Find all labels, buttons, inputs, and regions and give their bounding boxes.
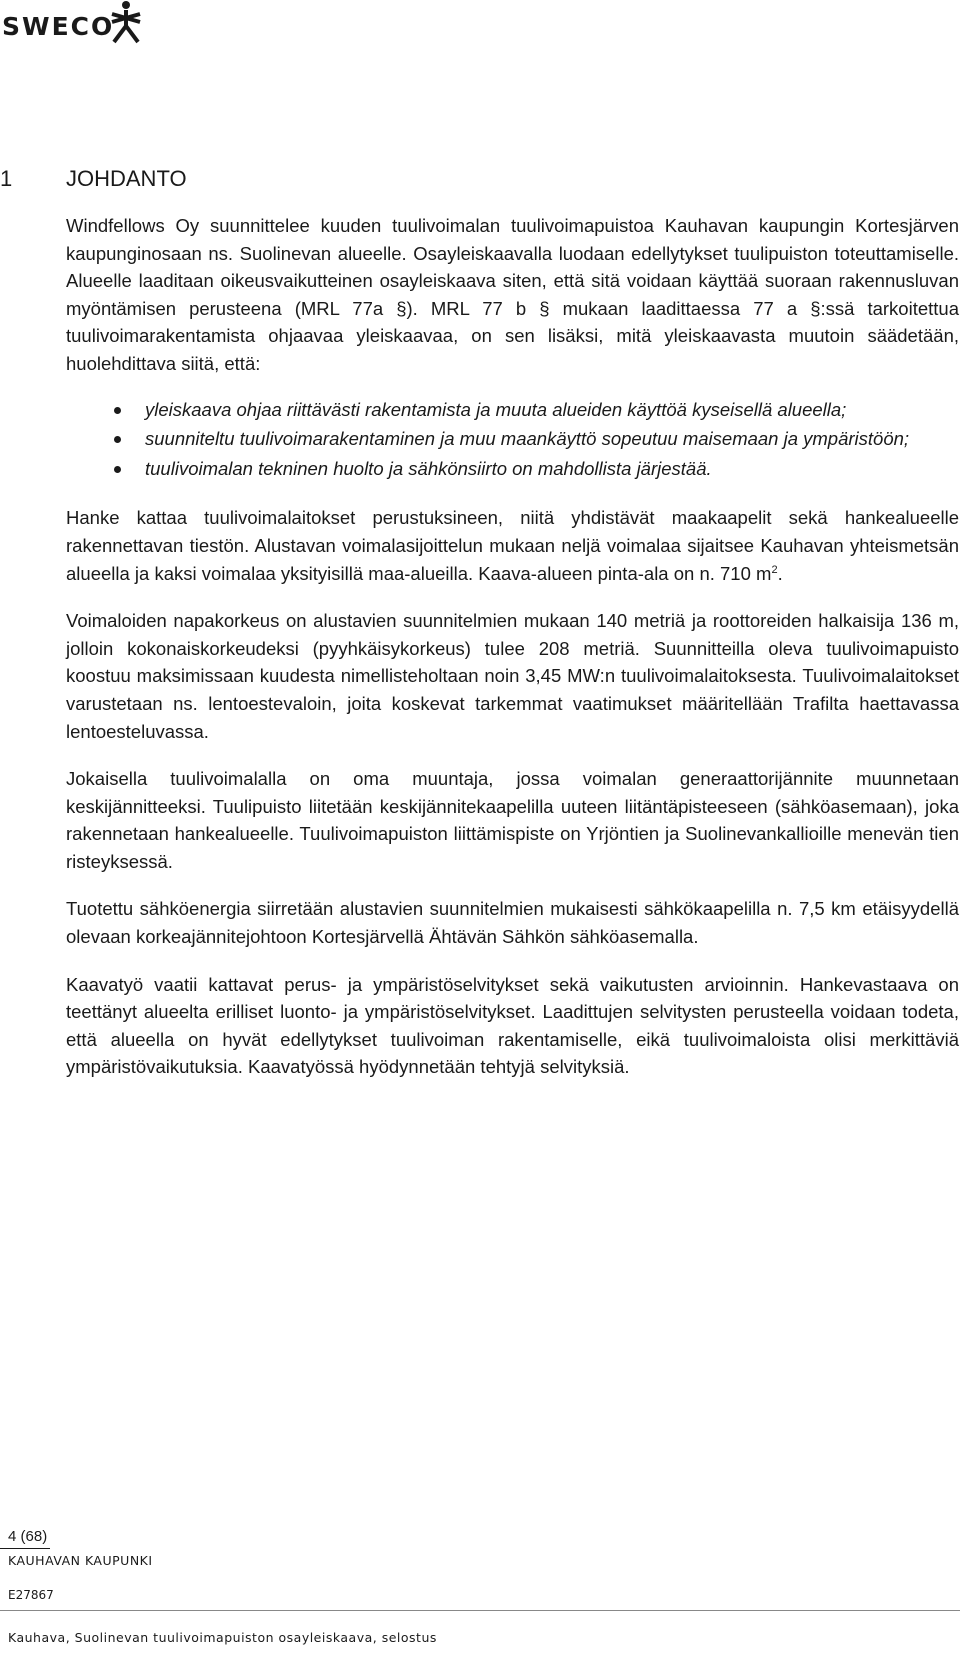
- footer-divider: [0, 1610, 960, 1611]
- list-item: tuulivoimalan tekninen huolto ja sähkönsiirto on mahdollista järjestää.: [66, 455, 959, 483]
- project-code: E27867: [8, 1588, 54, 1602]
- footer-divider: [0, 1548, 50, 1549]
- paragraph-studies: Kaavatyö vaatii kattavat perus- ja ympäristöselvitykset sekä vaikutusten arvioinnin. Hankevastaava on teettänyt alueelta erilliset luonto- ja ympäristöselvitykset. Laadittujen selvitysten perusteella voidaan todeta, että alueella on hyvät edellytykset tuulivoiman rakentamiselle, eikä tuulivoimaloista olisi merkittäviä ympäristövaikutuksia. Kaavatyössä hyödynnetään tehtyjä selvityksiä.: [66, 973, 959, 1078]
- bullet-icon: [114, 436, 121, 443]
- section-heading: [0, 166, 187, 192]
- sweco-figure-icon: [108, 0, 144, 44]
- client-name: KAUHAVAN KAUPUNKI: [8, 1553, 153, 1568]
- page-number: 4 (68): [8, 1528, 48, 1545]
- logo-text: SWECO: [2, 12, 115, 41]
- paragraph-transformer: Jokaisella tuulivoimalalla on oma muuntaja, jossa voimalan generaattorijännite muunnetaan keskijännitteeksi. Tuulipuisto liitetään keskijännitekaapelilla uuteen liitäntäpisteeseen (sähköasemaan), joka rakennetaan hankealueelle. Tuulivoimapuiston liittämispiste on Yrjöntien ja Suolinevankallioille menevän tien risteyksessä.: [66, 768, 959, 872]
- paragraph-grid: Tuotettu sähköenergia siirretään alustavien suunnitelmien mukaisesti sähkökaapelilla n. 7,5 km etäisyydellä olevaan korkeajännitejohtoon Kortesjärvellä Ähtävän Sähkön sähköasemalla.: [66, 898, 959, 948]
- section-number: 1: [0, 166, 13, 191]
- paragraph-turbines: Voimaloiden napakorkeus on alustavien suunnitelmien mukaan 140 metriä ja roottoreiden halkaisija 136 m, jolloin kokonaiskorkeudeksi (pyyhkäisykorkeus) tulee 208 metriä. Suunnitteilla oleva tuulivoimapuisto koostuu maksimissaan kuudesta nimellisteholtaan noin 3,45 MW:n tuulivoimalaitoksesta. Tuulivoimalaitokset varustetaan ns. lentoestevaloin, joita koskevat tarkemmat vaatimukset määritellään Trafilta haettavassa lentoesteluvassa.: [66, 610, 959, 742]
- bullet-icon: [114, 407, 121, 414]
- requirements-list: [66, 396, 959, 483]
- list-item: suunniteltu tuulivoimarakentaminen ja muu maankäyttö sopeutuu maisemaan ja ympäristöön;: [66, 425, 959, 453]
- document-title: Kauhava, Suolinevan tuulivoimapuiston osayleiskaava, selostus: [8, 1630, 437, 1645]
- body-text: [66, 212, 959, 1101]
- bullet-icon: [114, 466, 121, 473]
- section-title: JOHDANTO: [66, 166, 187, 191]
- paragraph-project: Hanke kattaa tuulivoimalaitokset perustuksineen, niitä yhdistävät maakaapelit sekä hankealueelle rakennettavan tiestön. Alustavan voimalasijoittelun mukaan neljä voimalaa sijaitsee Kauhavan yhteismetsän alueella ja kaksi voimalaa yksityisillä maa-alueilla. Kaava-alueen pinta-ala on n. 710 $m^2$.: [66, 507, 959, 584]
- paragraph-intro: Windfellows Oy suunnittelee kuuden tuulivoimalan tuulivoimapuistoa Kauhavan kaupungin Kortesjärven kaupunginosaan ns. Suolinevan alueelle. Osayleiskaavalla luodaan edellytykset tuulipuiston toteuttamiselle. Alueelle laaditaan oikeusvaikutteinen osayleiskaava siten, että sitä voidaan käyttää suoraan rakennusluvan myöntämisen perusteena (MRL 77a §). MRL 77 b § mukaan laadittaessa 77 a §:ssä tarkoitettua tuulivoimarakentamista ohjaavaa yleiskaavaa, on sen lisäksi, mitä yleiskaavasta muutoin säädetään, huolehdittava siitä, että:: [66, 215, 959, 374]
- list-item: yleiskaava ohjaa riittävästi rakentamista ja muuta alueiden käyttöä kyseisellä alueella;: [66, 396, 959, 424]
